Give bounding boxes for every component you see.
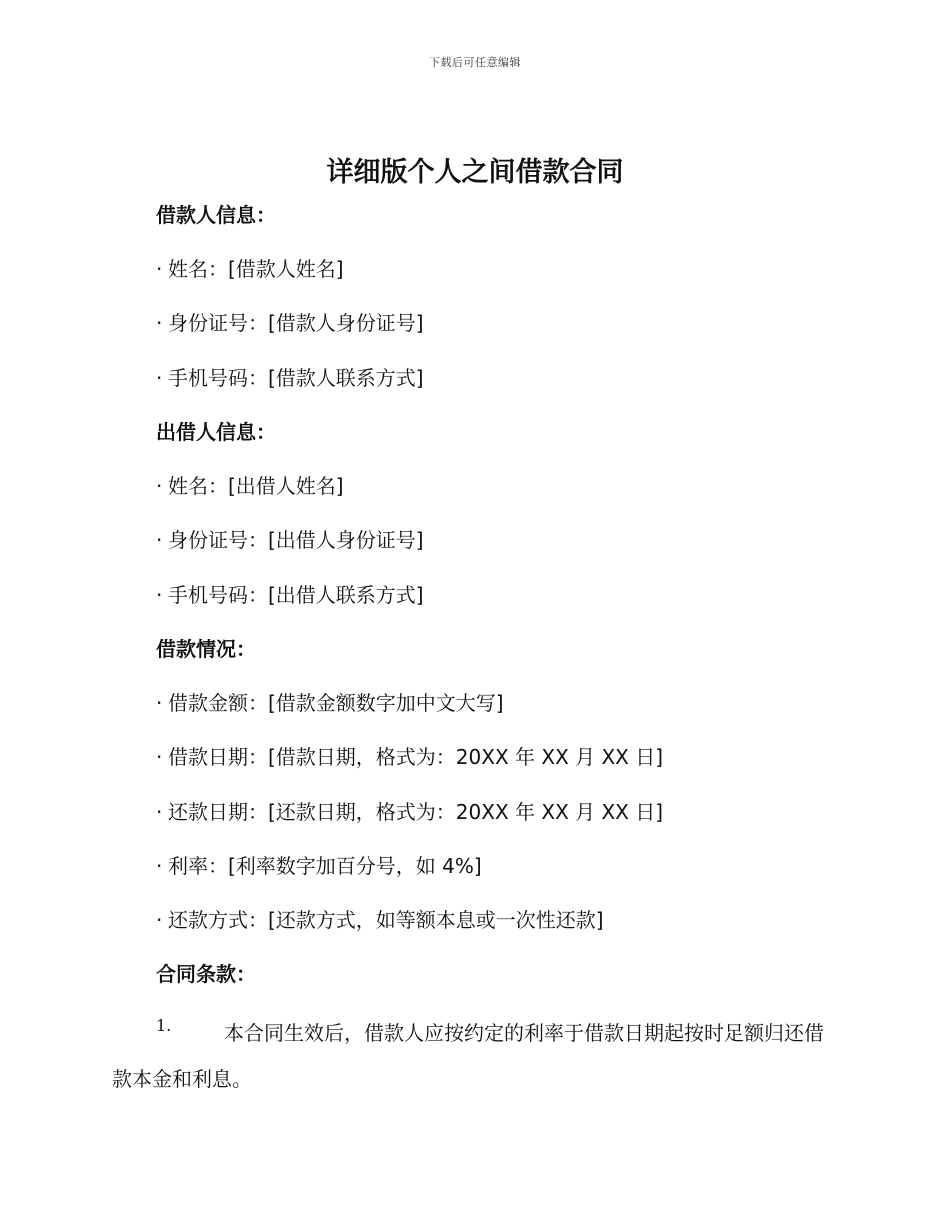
loan-amount-item xyxy=(156,687,504,716)
bullet: · xyxy=(156,800,163,824)
item-text: 还款方式：[还款方式，如等额本息或一次性还款] xyxy=(168,908,604,932)
clause-number: 1. xyxy=(156,1016,172,1035)
borrower-name-item xyxy=(156,253,344,282)
item-text: 姓名：[出借人姓名] xyxy=(168,474,344,498)
terms-heading: 合同条款： xyxy=(156,962,256,986)
bullet: · xyxy=(156,908,163,932)
item-text: 手机号码：[出借人联系方式] xyxy=(168,583,424,607)
interest-rate-item xyxy=(156,850,482,879)
repay-date-item xyxy=(156,796,663,825)
bullet: · xyxy=(156,691,163,715)
loan-heading: 借款情况： xyxy=(156,637,256,661)
borrower-phone-item xyxy=(156,362,424,391)
bullet: · xyxy=(156,854,163,878)
item-text: 利率：[利率数字加百分号，如 4%] xyxy=(168,854,482,878)
lender-name-item xyxy=(156,470,344,499)
bullet: · xyxy=(156,366,163,390)
item-text: 身份证号：[借款人身份证号] xyxy=(168,311,424,335)
borrower-heading: 借款人信息： xyxy=(156,203,276,227)
bullet: · xyxy=(156,583,163,607)
header-note: 下载后可任意编辑 xyxy=(429,56,521,69)
lender-phone-item xyxy=(156,579,424,608)
bullet: · xyxy=(156,528,163,552)
clause-text: 本合同生效后，借款人应按约定的利率于借款日期起按时足额归还借款本金和利息。 xyxy=(112,1021,824,1091)
item-text: 借款日期：[借款日期，格式为：20XX 年 XX 月 XX 日] xyxy=(168,745,664,769)
bullet: · xyxy=(156,257,163,281)
bullet: · xyxy=(156,745,163,769)
lender-id-item xyxy=(156,524,424,553)
item-text: 手机号码：[借款人联系方式] xyxy=(168,366,424,390)
borrower-id-item xyxy=(156,307,424,336)
bullet: · xyxy=(156,474,163,498)
loan-date-item xyxy=(156,741,663,770)
item-text: 姓名：[借款人姓名] xyxy=(168,257,344,281)
item-text: 借款金额：[借款金额数字加中文大写] xyxy=(168,691,504,715)
bullet: · xyxy=(156,311,163,335)
item-text: 还款日期：[还款日期，格式为：20XX 年 XX 月 XX 日] xyxy=(168,800,664,824)
document-title: 详细版个人之间借款合同 xyxy=(326,157,624,188)
repay-method-item xyxy=(156,904,604,933)
lender-heading: 出借人信息： xyxy=(156,420,276,444)
item-text: 身份证号：[出借人身份证号] xyxy=(168,528,424,552)
